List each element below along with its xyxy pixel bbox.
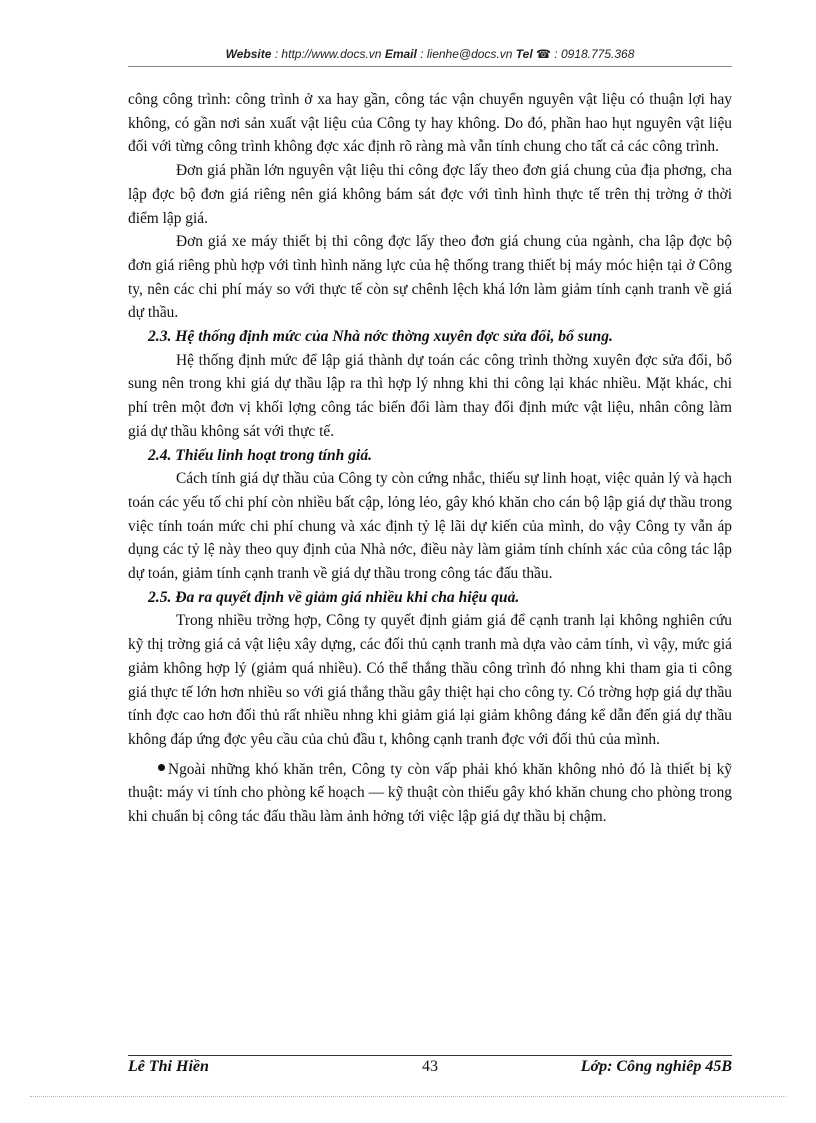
footer-class: Lớp: Công nghiêp 45B (580, 1058, 732, 1075)
paragraph-4: Hệ thống định mức để lập giá thành dự toán các công trình thờng xuyên đợc sửa đổi, bổ sung nên trong khi giá dự thầu lập ra thì hợp lý nhng khi thi công lại khác nhiều. Mặt khác, chi phí trên một đơn vị khối lợng công tác biến đổi làm thay đổi định mức vật liệu, nhân công làm giá dự thầu không sát với thực tế. (128, 351, 732, 440)
paragraph-2: Đơn giá phần lớn nguyên vật liệu thi công đợc lấy theo đơn giá chung của địa phơng, cha lập đợc bộ đơn giá riêng nên giá không bám sát đợc với tình hình thực tế trên thị trờng ở thời điểm lập giá. (128, 162, 732, 227)
email-label: Email (384, 47, 417, 61)
header-divider (128, 66, 732, 67)
website-label: Website (225, 47, 272, 61)
page-footer (128, 1058, 732, 1082)
page-header (128, 47, 732, 61)
bullet-icon (158, 764, 165, 771)
paragraph-6: Trong nhiều trờng hợp, Công ty quyết định giảm giá để cạnh tranh lại không nghiên cứu kỹ thị trờng giá cả vật liệu xây dựng, các đối thủ cạnh tranh mà dựa vào cảm tính, vì vậy, mức giá giảm không hợp lý (giảm quá nhiều). Có thể thắng thầu công trình đó nhng khi tham gia ti công giá thực tế lớn hơn nhiều so với giá thắng thầu gây thiệt hại cho công ty. Có trờng hợp giá dự thầu tính đợc cao hơn đối thủ rất nhiều nhng khi giảm giá lại giảm không đáng kể dẫn đến giá dự thầu không đáp ứng đợc yêu cầu của chủ đầu t, không cạnh tranh đợc với đối thủ của mình. (128, 612, 732, 748)
tel-value: ☎ : 0918.775.368 (536, 47, 635, 61)
paragraph-1: công công trình: công trình ở xa hay gần, công tác vận chuyển nguyên vật liệu có thuận lợi hay không, có gần nơi sản xuất vật liệu của Công ty hay không. Do đó, phần hao hụt nguyên vật liệu đối với từng công trình không đợc xác định rõ ràng mà vẫn tính chung cho tất cả các công trình. (128, 91, 732, 156)
footer-divider (128, 1055, 732, 1056)
email-value[interactable]: : lienhe@docs.vn (420, 47, 513, 61)
footer-author: Lê Thi Hiền (128, 1058, 209, 1075)
page-bottom-border (30, 1096, 786, 1097)
section-heading-2-4: 2.4. Thiếu linh hoạt trong tính giá. (148, 446, 373, 464)
paragraph-5: Cách tính giá dự thầu của Công ty còn cứng nhắc, thiếu sự linh hoạt, việc quản lý và hạch toán các yếu tố chi phí còn nhiều bất cập, lỏng lẻo, gây khó khăn cho cán bộ lập giá dự thầu trong việc tính toán mức chi phí chung và xác định tỷ lệ lãi dự kiến của mình, do vậy Công ty vẫn áp dụng các tỷ lệ này theo quy định của Nhà nớc, điều này làm giảm tính chính xác của công tác lập dự toán, giảm tính cạnh tranh về giá dự thầu trong công tác đấu thầu. (128, 470, 732, 583)
document-body (128, 88, 732, 829)
paragraph-7: Ngoài những khó khăn trên, Công ty còn vấp phải khó khăn không nhỏ đó là thiết bị kỹ thuật: máy vi tính cho phòng kế hoạch — kỹ thuật còn thiếu gây khó khăn chung cho phòng trong khi chuẩn bị công tác đấu thầu làm ảnh hởng tới việc lập giá dự thầu bị chậm. (128, 760, 732, 826)
section-heading-2-5: 2.5. Đa ra quyết định về giảm giá nhiều khi cha hiệu quả. (148, 588, 520, 606)
bullet-paragraph (128, 758, 732, 829)
paragraph-3: Đơn giá xe máy thiết bị thi công đợc lấy theo đơn giá chung của ngành, cha lập đợc bộ đơn giá riêng phù hợp với tình hình năng lực của hệ thống trang thiết bị máy móc hiện tại ở Công ty, nên các chi phí máy so với thực tế còn sự chênh lệch khá lớn làm giảm tính cạnh tranh về giá dự thầu. (128, 233, 732, 322)
section-heading-2-3: 2.3. Hệ thống định mức của Nhà nớc thờng xuyên đợc sửa đổi, bổ sung. (148, 328, 613, 346)
website-value[interactable]: : http://www.docs.vn (274, 47, 382, 61)
tel-label: Tel (515, 47, 533, 61)
page-number: 43 (422, 1058, 438, 1075)
